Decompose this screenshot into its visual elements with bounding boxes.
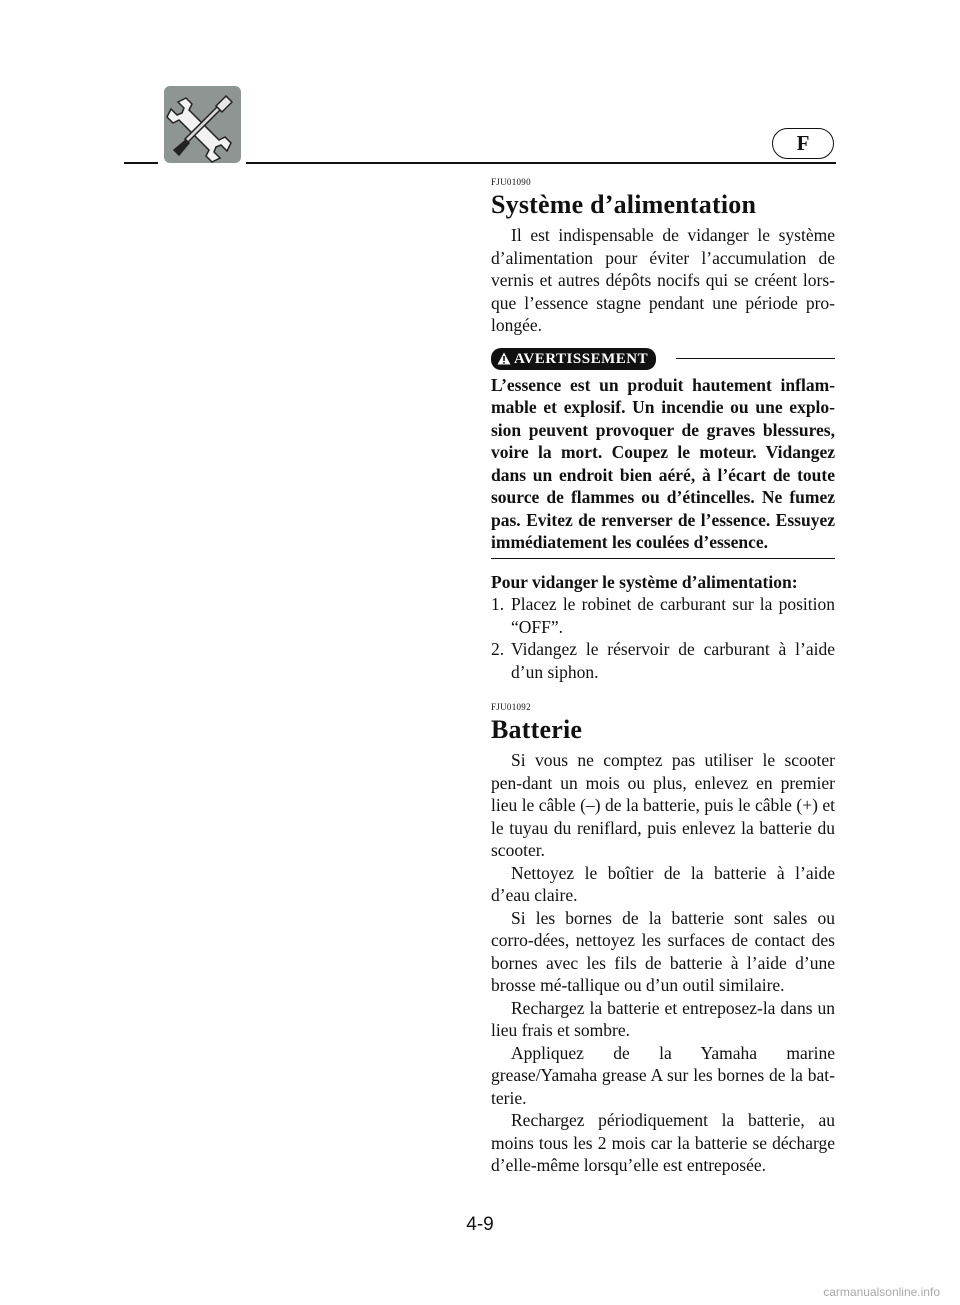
procedure-steps (491, 593, 835, 683)
page-number: 4-9 (466, 1214, 494, 1235)
watermark: carmanualsonline.info (823, 1285, 940, 1299)
step-text: Placez le robinet de carburant sur la position “OFF”. (511, 594, 835, 637)
section-gap (491, 683, 835, 701)
content-column (491, 176, 835, 1177)
section-badge (164, 86, 241, 163)
procedure-title: Pour vidanger le système d’alimentation: (491, 571, 798, 592)
battery-paragraph: Nettoyez le boîtier de la batterie à l’aide d’eau claire. (491, 862, 835, 905)
battery-paragraph: Rechargez la batterie et entreposez-la dans un lieu frais et sombre. (491, 997, 835, 1040)
warning-rule (676, 358, 835, 360)
warning-badge (491, 348, 656, 370)
warning-text: L’essence est un produit hautement inflam-mable et explosif. Un incendie ou une explo-sion peuvent provoquer de graves blessures, voire la mort. Coupez le moteur. Vidangez dans un endroit bien aéré, à l’écart de toute source de flammes ou d’étincelles. Ne fumez pas. Evitez de renverser de l’essence. Essuyez immédiatement les coulées d’essence. (491, 374, 835, 559)
step-text: Vidangez le réservoir de carburant à l’aide d’un siphon. (511, 639, 835, 682)
warning-triangle-icon (497, 352, 511, 365)
warning-label: AVERTISSEMENT (514, 350, 649, 367)
warning-header (491, 348, 835, 370)
header-rule-right (246, 162, 836, 164)
language-badge: F (772, 128, 834, 159)
battery-paragraph: Si les bornes de la batterie sont sales ou corro-dées, nettoyez les surfaces de contact des bornes avec les fils de batterie à l’aide d’une brosse mé-tallique ou d’un outil similaire. (491, 907, 835, 995)
section-code: FJU01092 (491, 702, 531, 712)
step-number: 1. (491, 594, 505, 614)
list-item (491, 638, 835, 683)
section-title: Batterie (491, 715, 583, 744)
battery-paragraph: Rechargez périodiquement la batterie, au moins tous les 2 mois car la batterie se décharge d’elle-même lorsqu’elle est entreposée. (491, 1110, 835, 1175)
section-code: FJU01090 (491, 177, 531, 187)
step-number: 2. (491, 639, 505, 659)
fuel-intro: Il est indispensable de vidanger le système d’alimentation pour éviter l’accumulation de vernis et autres dépôts nocifs qui se créent lors-que l’essence stagne pendant une période pro-longée. (491, 225, 835, 335)
header-rule-left (124, 162, 158, 164)
tools-icon (164, 86, 241, 163)
battery-paragraph: Si vous ne comptez pas utiliser le scooter pen-dant un mois ou plus, enlevez en premier lieu le câble (–) de la batterie, puis le câble (+) et le tuyau du reniflard, puis enlevez la batterie du scooter. (491, 750, 835, 860)
list-item (491, 593, 835, 638)
battery-paragraph: Appliquez de la Yamaha marine grease/Yamaha grease A sur les bornes de la bat-terie. (491, 1042, 835, 1108)
section-title: Système d’alimentation (491, 190, 757, 219)
